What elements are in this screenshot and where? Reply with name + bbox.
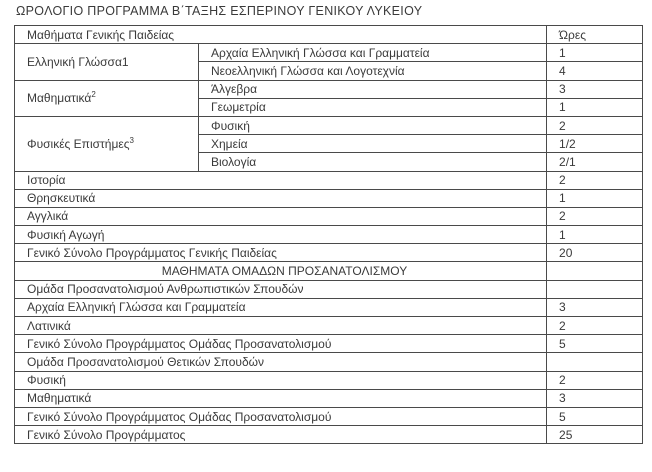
hours-cell: 1 xyxy=(547,189,643,207)
table-row xyxy=(15,226,643,244)
hours-cell xyxy=(547,353,643,371)
hours-cell: 1 xyxy=(547,98,643,116)
subject-cell: Ομάδα Προσανατολισμού Ανθρωπιστικών Σπουδών xyxy=(15,280,547,298)
hours-cell: 2 xyxy=(547,371,643,389)
hours-cell xyxy=(547,280,643,298)
subject-cell: Αγγλικά xyxy=(15,207,547,225)
total-hours-cell: 5 xyxy=(547,407,643,425)
subject-cell: Γεωμετρία xyxy=(199,98,547,116)
table-row xyxy=(15,44,643,62)
subject-cell: Φυσική xyxy=(199,116,547,134)
table-row xyxy=(15,298,643,316)
subject-cell: Φυσική xyxy=(15,371,547,389)
section-hours-cell xyxy=(547,262,643,280)
subject-cell: Αρχαία Ελληνική Γλώσσα και Γραμματεία xyxy=(199,44,547,62)
header-hours-cell: Ώρες xyxy=(547,26,643,44)
page-title: ΩΡΟΛΟΓΙΟ ΠΡΟΓΡΑΜΜΑ Β΄ΤΑΞΗΣ ΕΣΠΕΡΙΝΟΥ ΓΕΝΙΚΟΥ ΛΥΚΕΙΟΥ xyxy=(16,4,423,18)
table-row xyxy=(15,116,643,134)
hours-cell: 3 xyxy=(547,80,643,98)
subject-cell: Μαθηματικά xyxy=(15,389,547,407)
table-row-grand-total xyxy=(15,426,643,444)
hours-cell: 2 xyxy=(547,207,643,225)
total-hours-cell: 5 xyxy=(547,335,643,353)
group-cell-natural-sciences xyxy=(15,116,199,171)
subject-cell: Θρησκευτικά xyxy=(15,189,547,207)
subject-cell: Βιολογία xyxy=(199,153,547,171)
grand-total-label-cell: Γενικό Σύνολο Προγράμματος xyxy=(15,426,547,444)
table-row xyxy=(15,280,643,298)
table-row xyxy=(15,80,643,98)
total-hours-cell: 20 xyxy=(547,244,643,262)
table-row-total xyxy=(15,407,643,425)
subject-cell: Ομάδα Προσανατολισμού Θετικών Σπουδών xyxy=(15,353,547,371)
grand-total-hours-cell: 25 xyxy=(547,426,643,444)
table-row-total xyxy=(15,335,643,353)
hours-cell: 1 xyxy=(547,226,643,244)
table-row xyxy=(15,317,643,335)
table-row xyxy=(15,371,643,389)
table-row xyxy=(15,189,643,207)
table-header-row xyxy=(15,26,643,44)
curriculum-table xyxy=(14,25,643,444)
table-row xyxy=(15,389,643,407)
subject-cell: Ιστορία xyxy=(15,171,547,189)
hours-cell: 2 xyxy=(547,116,643,134)
table-row xyxy=(15,171,643,189)
group-footnote-sup: 2 xyxy=(91,90,96,100)
group-name: Μαθηματικά xyxy=(27,91,92,106)
subject-cell: Νεοελληνική Γλώσσα και Λογοτεχνία xyxy=(199,62,547,80)
hours-cell: 1/2 xyxy=(547,135,643,153)
subject-cell: Φυσική Αγωγή xyxy=(15,226,547,244)
hours-cell: 1 xyxy=(547,44,643,62)
hours-cell: 2 xyxy=(547,317,643,335)
hours-cell: 4 xyxy=(547,62,643,80)
group-cell-mathematics xyxy=(15,80,199,116)
hours-cell: 3 xyxy=(547,389,643,407)
subject-cell: Άλγεβρα xyxy=(199,80,547,98)
subject-cell: Χημεία xyxy=(199,135,547,153)
hours-cell: 2/1 xyxy=(547,153,643,171)
section-title-cell: ΜΑΘΗΜΑΤΑ ΟΜΑΔΩΝ ΠΡΟΣΑΝΑΤΟΛΙΣΜΟΥ xyxy=(15,262,547,280)
subject-cell: Λατινικά xyxy=(15,317,547,335)
total-label-cell: Γενικό Σύνολο Προγράμματος Ομάδας Προσανατολισμού xyxy=(15,407,547,425)
group-name: Φυσικές Επιστήμες xyxy=(27,136,130,151)
group-cell-greek-language xyxy=(15,44,199,80)
total-label-cell: Γενικό Σύνολο Προγράμματος Ομάδας Προσανατολισμού xyxy=(15,335,547,353)
header-subjects-cell: Μαθήματα Γενικής Παιδείας xyxy=(15,26,547,44)
section-header-row xyxy=(15,262,643,280)
total-label-cell: Γενικό Σύνολο Προγράμματος Γενικής Παιδείας xyxy=(15,244,547,262)
table-row xyxy=(15,207,643,225)
group-name: Ελληνική Γλώσσα1 xyxy=(27,54,129,69)
hours-cell: 3 xyxy=(547,298,643,316)
table-row-total xyxy=(15,244,643,262)
hours-cell: 2 xyxy=(547,171,643,189)
table-row xyxy=(15,353,643,371)
group-footnote-sup: 3 xyxy=(129,135,134,145)
subject-cell: Αρχαία Ελληνική Γλώσσα και Γραμματεία xyxy=(15,298,547,316)
